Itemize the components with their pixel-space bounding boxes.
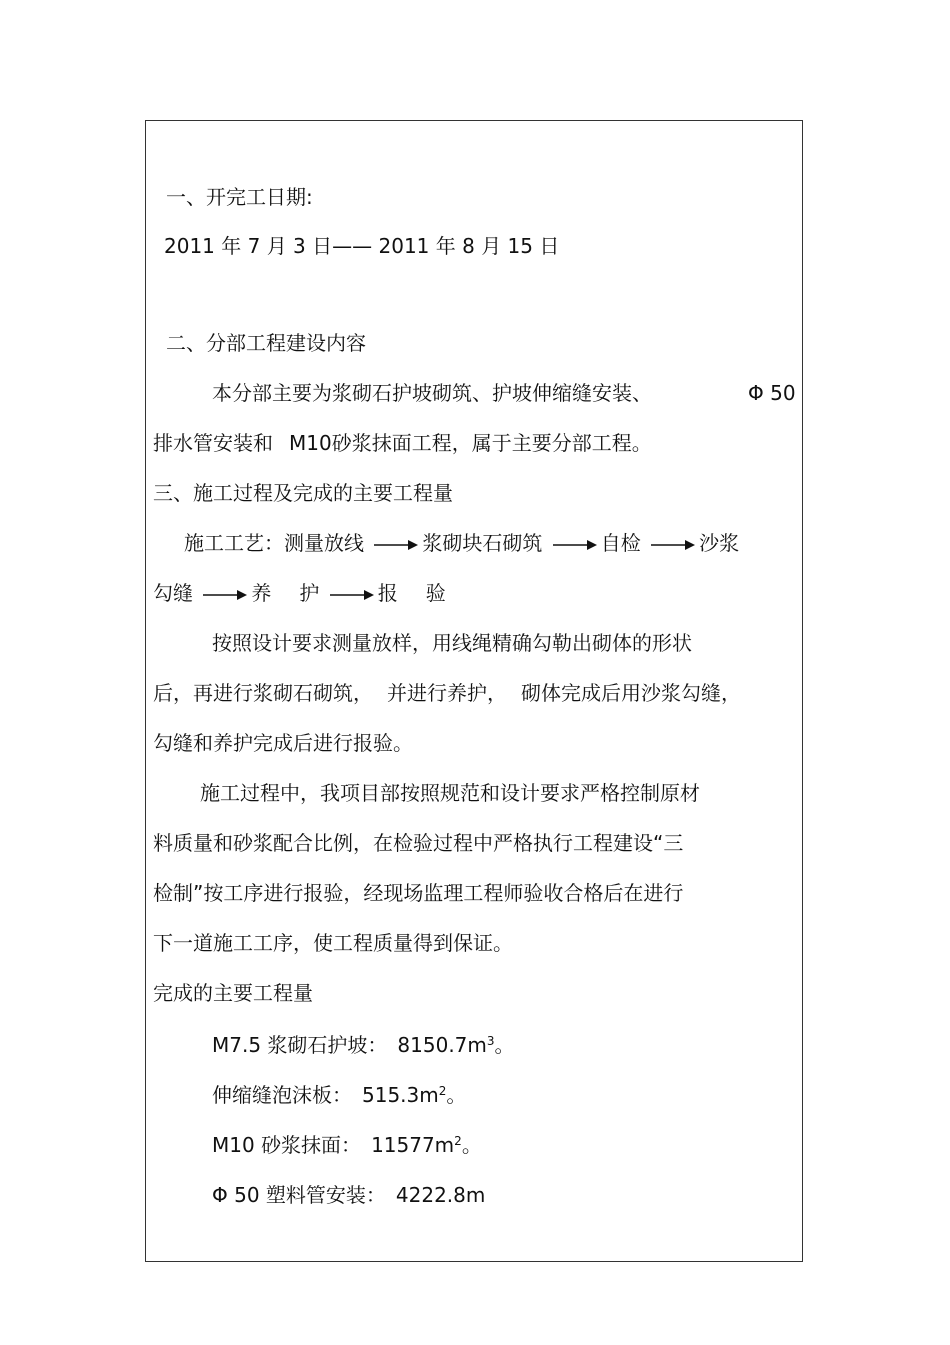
para1-line1: 按照设计要求测量放样，用线绳精确勾勒出砌体的形状	[212, 631, 692, 655]
date-range	[164, 233, 559, 259]
para2-line3: 检制”按工序进行报验，经现场监理工程师验收合格后在进行	[153, 881, 684, 905]
arrow-right-icon	[203, 589, 247, 601]
section2-para-line2	[153, 430, 652, 456]
para1-line2-b: 并进行养护，	[387, 681, 507, 705]
quantity-item	[212, 1132, 482, 1158]
quantity-exponent: 3	[486, 1034, 495, 1048]
start-date: 2011 年 7 月 3 日	[164, 234, 333, 258]
step-mortar: 沙浆	[699, 531, 740, 555]
process-flow-line2	[153, 580, 446, 606]
step-report-a: 报	[377, 581, 398, 605]
step-report-b: 验	[425, 581, 446, 605]
date-dash: ——	[332, 234, 373, 258]
arrow-right-icon	[651, 539, 695, 551]
quantity-value: 8150.7m	[397, 1033, 487, 1057]
quantity-exponent: 2	[438, 1084, 447, 1098]
quantity-label: M7.5 浆砌石护坡：	[212, 1033, 388, 1057]
section2-line2-a: 排水管安装和	[153, 431, 273, 455]
para2-line2: 料质量和砂浆配合比例，在检验过程中严格执行工程建设“三	[153, 831, 684, 855]
step-curing-b: 护	[299, 581, 320, 605]
quantity-label: Φ 50 塑料管安装：	[212, 1183, 386, 1207]
step-curing-a: 养	[251, 581, 272, 605]
section2-line2-b: M10砂浆抹面工程，属于主要分部工程。	[289, 431, 652, 455]
process-label: 施工工艺：	[184, 531, 284, 555]
quantity-value: 11577m	[371, 1133, 455, 1157]
quantities-heading: 完成的主要工程量	[153, 981, 313, 1005]
para1-line3: 勾缝和养护完成后进行报验。	[153, 731, 413, 755]
quantity-label: M10 砂浆抹面：	[212, 1133, 362, 1157]
quantity-value: 4222.8m	[395, 1183, 486, 1207]
arrow-right-icon	[553, 539, 597, 551]
phi-50-text: Φ 50	[748, 381, 796, 405]
section2-heading: 二、分部工程建设内容	[166, 331, 366, 355]
step-masonry: 浆砌块石砌筑	[422, 531, 543, 555]
section2-para-line1: 本分部主要为浆砌石护坡砌筑、护坡伸缩缝安装、	[212, 381, 652, 405]
process-flow-line1	[184, 530, 739, 556]
para2-line4: 下一道施工工序，使工程质量得到保证。	[153, 931, 513, 955]
step-self-check: 自检	[600, 531, 641, 555]
quantity-item	[212, 1082, 466, 1108]
quantity-exponent: 2	[454, 1134, 462, 1148]
section1-heading: 一、开完工日期:	[166, 185, 313, 209]
quantity-item	[212, 1032, 515, 1058]
para1-line2-a: 后，再进行浆砌石砌筑，	[153, 681, 373, 705]
arrow-right-icon	[330, 589, 374, 601]
quantity-end: 。	[494, 1033, 515, 1057]
section3-heading: 三、施工过程及完成的主要工程量	[153, 481, 453, 505]
quantity-label: 伸缩缝泡沫板：	[212, 1083, 352, 1107]
quantity-end: 。	[446, 1083, 467, 1107]
arrow-right-icon	[374, 539, 418, 551]
quantity-value: 515.3m	[362, 1083, 439, 1107]
para1-line2	[153, 680, 741, 706]
step-jointing: 勾缝	[153, 581, 193, 605]
para2-line1: 施工过程中，我项目部按照规范和设计要求严格控制原材	[200, 781, 700, 805]
quantity-end: 。	[461, 1133, 482, 1157]
quantity-item	[212, 1182, 485, 1208]
end-date: 2011 年 8 月 15 日	[378, 234, 560, 258]
step-survey: 测量放线	[284, 531, 364, 555]
para1-line2-c: 砌体完成后用沙浆勾缝，	[521, 681, 741, 705]
